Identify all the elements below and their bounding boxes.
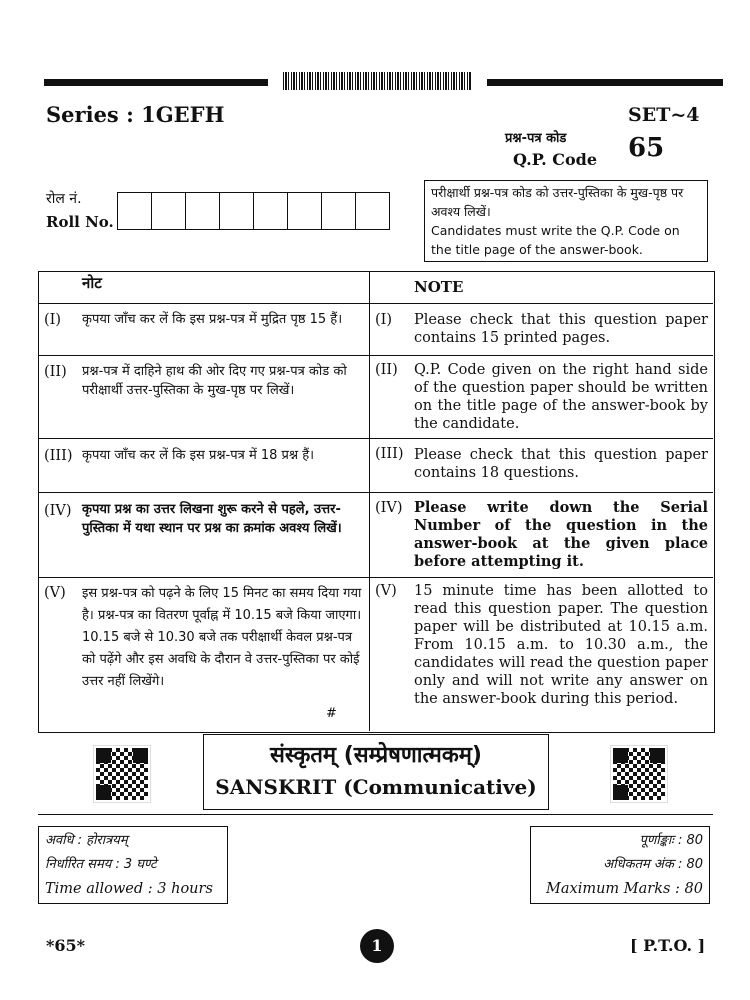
subject-title-hindi: संस्कृतम् (सम्प्रेषणात्मकम्): [270, 743, 482, 768]
qr-code-right: [611, 746, 667, 802]
marks-box: [530, 826, 710, 904]
roll-box[interactable]: [117, 192, 152, 230]
instruction-box: [424, 180, 708, 262]
note-hindi: कृपया जाँच कर लें कि इस प्रश्न-पत्र में मुद्रित पृष्ठ 15 हैं।: [82, 312, 343, 327]
note-hindi: इस प्रश्न-पत्र को पढ़ने के लिए 15 मिनट का समय दिया गया है। प्रश्न-पत्र का वितरण पूर्वाह्न में 10.15 बजे किया जाएगा। 10.15 बजे से 10.30 बजे तक परीक्षार्थी केवल प्रश्न-पत्र को पढ़ेंगे और इस अवधि के दौरान वे उत्तर-पुस्तिका पर कोई उत्तर नहीं लिखेंगे।: [82, 586, 362, 689]
note-header-hindi: नोट: [82, 274, 102, 292]
row-separator: [38, 438, 713, 439]
note-number: (V): [44, 585, 66, 601]
note-header: NOTE: [414, 278, 464, 296]
duration-hindi-sanskrit: अवधि : होरात्रयम्: [45, 833, 128, 848]
roll-box[interactable]: [355, 192, 390, 230]
top-rule-left: [44, 79, 268, 86]
qr-code-left: [94, 746, 150, 802]
instruction-english: Candidates must write the Q.P. Code on the title page of the answer-book.: [431, 223, 680, 257]
duration-hindi: निर्धारित समय : 3 घण्टे: [45, 857, 157, 872]
note-number: (III): [44, 448, 73, 464]
note-english: Please check that this question paper contains 15 printed pages.: [414, 312, 708, 346]
roll-number-boxes[interactable]: [118, 192, 390, 230]
pto-label: [ P.T.O. ]: [630, 936, 706, 955]
note-number: (II): [44, 364, 67, 380]
marks-sanskrit: पूर्णाङ्काः : 80: [639, 833, 703, 848]
time-box: [38, 826, 228, 904]
note-number: (I): [375, 312, 393, 328]
row-separator: [38, 303, 713, 304]
note-english: 15 minute time has been allotted to read this question paper. The question paper will be distributed at 10.15 a.m. From 10.15 a.m. to 10.30 a.m., the candidates will read the question paper only and will not write any answer on the answer-book during this period.: [414, 583, 708, 707]
note-hindi: प्रश्न-पत्र में दाहिने हाथ की ओर दिए गए प्रश्न-पत्र कोड को परीक्षार्थी उत्तर-पुस्तिका के मुख-पृष्ठ पर लिखें।: [82, 364, 347, 398]
note-english: Please write down the Serial Number of the question in the answer-book at the given place before attempting it.: [414, 499, 708, 570]
barcode: [283, 72, 471, 90]
note-hindi: कृपया जाँच कर लें कि इस प्रश्न-पत्र में 18 प्रश्न हैं।: [82, 448, 315, 463]
notes-divider: [369, 271, 370, 731]
time-allowed: Time allowed : 3 hours: [45, 881, 213, 897]
note-number: (II): [375, 362, 398, 378]
roll-box[interactable]: [151, 192, 186, 230]
hash-mark: #: [326, 706, 337, 721]
roll-box[interactable]: [219, 192, 254, 230]
top-rule-right: [487, 79, 723, 86]
divider: [38, 814, 713, 815]
note-number: (IV): [44, 503, 72, 519]
subject-title: SANSKRIT (Communicative): [215, 775, 537, 799]
marks-hindi: अधिकतम अंक : 80: [603, 857, 703, 872]
maximum-marks: Maximum Marks : 80: [546, 881, 703, 897]
note-hindi: कृपया प्रश्न का उत्तर लिखना शुरू करने से पहले, उत्तर-पुस्तिका में यथा स्थान पर प्रश्न का क्रमांक अवश्य लिखें।: [82, 502, 342, 536]
note-english: Please check that this question paper contains 18 questions.: [414, 447, 708, 481]
qp-code-label: Q.P. Code: [513, 150, 598, 169]
qp-code-label-hindi: प्रश्न-पत्र कोड: [505, 131, 567, 146]
instruction-hindi: परीक्षार्थी प्रश्न-पत्र कोड को उत्तर-पुस्तिका के मुख-पृष्ठ पर अवश्य लिखें।: [431, 185, 684, 219]
roll-label-hindi: रोल नं.: [46, 191, 82, 207]
note-number: (I): [44, 312, 62, 328]
note-number: (V): [375, 583, 397, 599]
roll-box[interactable]: [253, 192, 288, 230]
note-english: Q.P. Code given on the right hand side of the question paper should be written on the title page of the answer-book by the candidate.: [414, 362, 708, 432]
roll-box[interactable]: [185, 192, 220, 230]
roll-label: Roll No.: [46, 213, 114, 231]
qp-code-value: 65: [628, 133, 665, 163]
set-label: SET~4: [628, 104, 700, 126]
footer-code: *65*: [46, 936, 85, 955]
roll-box[interactable]: [321, 192, 356, 230]
roll-box[interactable]: [287, 192, 322, 230]
row-separator: [38, 355, 713, 356]
note-number: (IV): [375, 500, 403, 516]
subject-box: [203, 734, 549, 810]
row-separator: [38, 492, 713, 493]
note-number: (III): [375, 446, 404, 462]
row-separator: [38, 577, 713, 578]
page-number: 1: [360, 929, 394, 963]
series-label: Series : 1GEFH: [46, 102, 225, 127]
